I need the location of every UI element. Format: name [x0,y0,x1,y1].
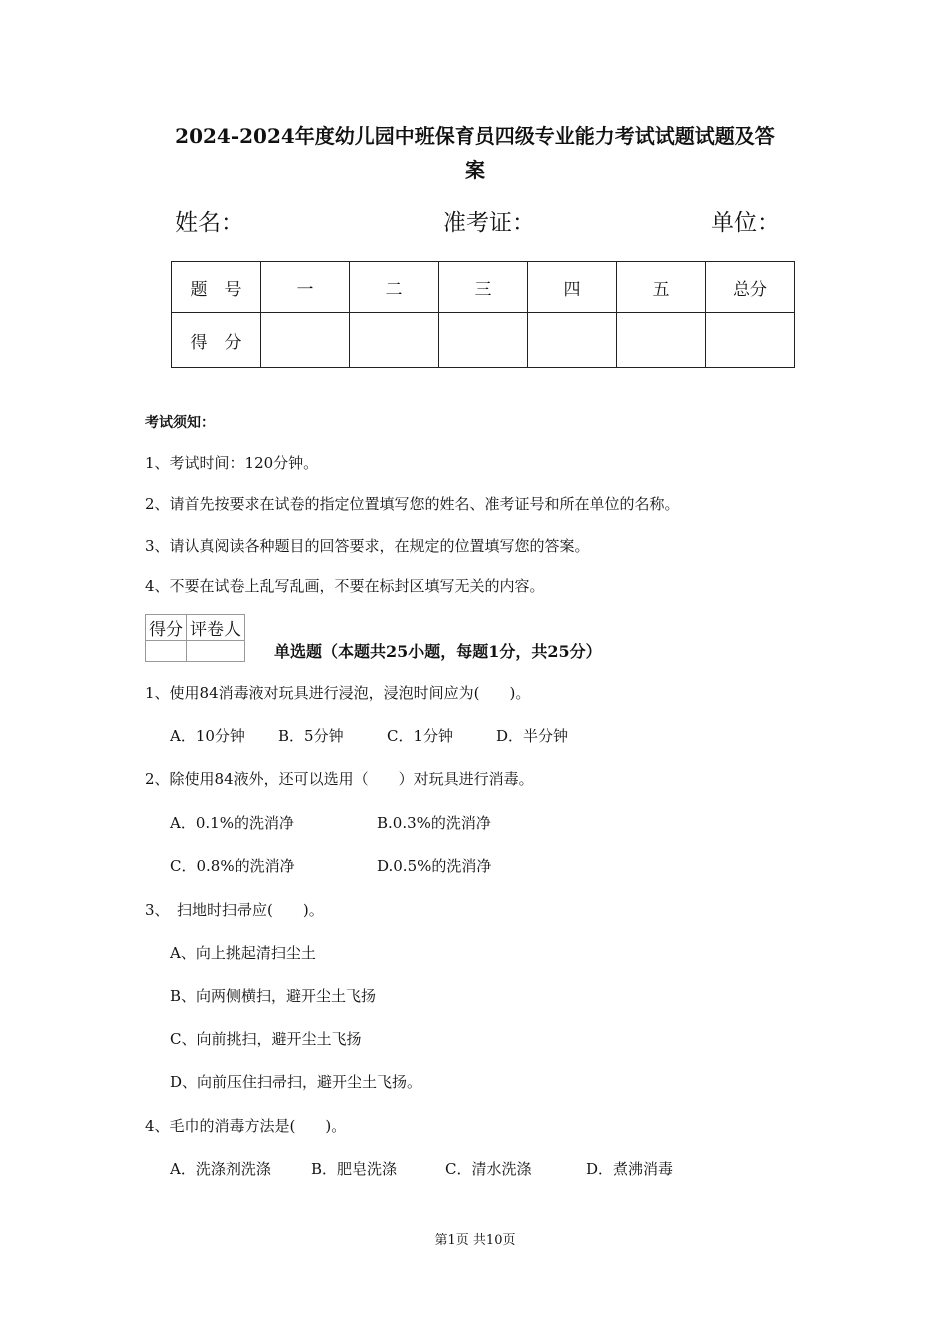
score-table [171,261,795,368]
grader-box [145,614,245,662]
score-cell [261,313,350,368]
notice-item: 3、请认真阅读各种题目的回答要求，在规定的位置填写您的答案。 [145,537,590,555]
page-footer: 第1页 共10页 [434,1233,516,1248]
notice-heading: 考试须知： [145,415,215,431]
answer-option: C．清水洗涤 [445,1160,532,1178]
answer-option: A、向上挑起清扫尘土 [170,944,316,962]
answer-option: C、向前挑扫，避开尘土飞扬 [170,1030,362,1048]
answer-option: A．洗涤剂洗涤 [170,1160,271,1178]
score-cell [439,313,528,368]
answer-option: B.0.3%的洗消净 [377,814,491,832]
answer-option: C．0.8%的洗消净 [170,857,295,875]
column-header: 三 [439,262,528,313]
question-number-label: 题 号 [172,262,261,313]
score-cell [350,313,439,368]
score-cell [617,313,706,368]
grader-reviewer-cell [187,641,245,662]
answer-option: B．肥皂洗涤 [311,1160,398,1178]
answer-option: A．10分钟 [170,727,245,745]
answer-option: D、向前压住扫帚扫，避开尘土飞扬。 [170,1073,423,1091]
grader-score-label: 得分 [146,615,187,641]
notice-item: 1、考试时间：120分钟。 [145,454,319,472]
answer-option: B．5分钟 [278,727,344,745]
question-stem: 3、 扫地时扫帚应( )。 [145,901,324,919]
page-title-line2: 案 [465,158,485,182]
question-stem: 1、使用84消毒液对玩具进行浸泡，浸泡时间应为( )。 [145,684,531,702]
grader-blank-row [146,641,245,662]
answer-option: B、向两侧横扫，避开尘土飞扬 [170,987,377,1005]
column-header: 一 [261,262,350,313]
notice-item: 2、请首先按要求在试卷的指定位置填写您的姓名、准考证号和所在单位的名称。 [145,495,680,513]
column-header: 四 [528,262,617,313]
question-stem: 2、除使用84液外，还可以选用（ ）对玩具进行消毒。 [145,770,534,788]
exam-id-field-label: 准考证： [443,210,535,236]
question-stem: 4、毛巾的消毒方法是( )。 [145,1117,347,1135]
column-header: 总分 [706,262,795,313]
answer-option: C．1分钟 [387,727,454,745]
score-table-header-row [172,262,795,313]
section-heading: 单选题（本题共25小题，每题1分，共25分） [274,642,602,661]
grader-score-cell [146,641,187,662]
unit-field-label: 单位： [711,210,780,236]
answer-option: D.0.5%的洗消净 [377,857,492,875]
answer-option: D．煮沸消毒 [586,1160,674,1178]
score-label: 得 分 [172,313,261,368]
notice-item: 4、不要在试卷上乱写乱画，不要在标封区填写无关的内容。 [145,577,545,595]
answer-option: A．0.1%的洗消净 [170,814,294,832]
grader-reviewer-label: 评卷人 [187,615,245,641]
score-cell [706,313,795,368]
column-header: 二 [350,262,439,313]
page-title-line1: 2024-2024年度幼儿园中班保育员四级专业能力考试试题试题及答 [175,124,775,148]
name-field-label: 姓名： [175,210,244,236]
score-table-score-row [172,313,795,368]
answer-option: D．半分钟 [496,727,569,745]
score-cell [528,313,617,368]
column-header: 五 [617,262,706,313]
grader-header-row [146,615,245,641]
